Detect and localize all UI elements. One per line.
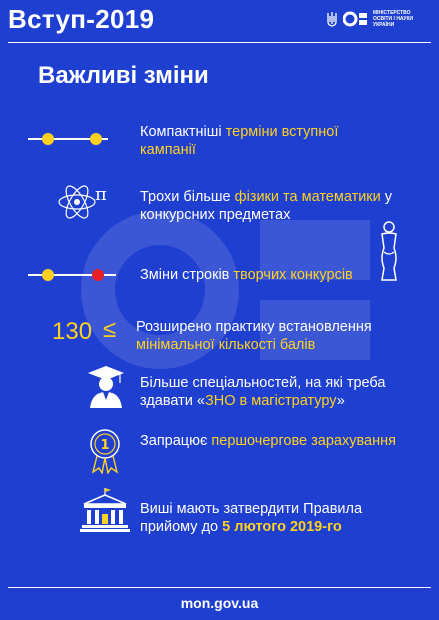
timeline-two-yellow-dots-icon [28,130,108,148]
minimum-score-number: 130 [52,318,93,345]
svg-text:1: 1 [100,438,110,453]
timeline-yellow-red-dots-icon [28,266,116,284]
ministry-logo [327,10,429,28]
less-or-equal-icon: ≤ [103,316,117,343]
change-item-3: Зміни строків творчих конкурсів [140,267,353,283]
graduate-icon [86,364,126,408]
footer-website-link[interactable]: mon.gov.ua [180,595,259,611]
change-item-6: Запрацює першочергове зарахування [140,433,396,449]
first-place-medal-icon [88,428,122,474]
atom-pi-icon [55,180,115,222]
section-heading: Важливі зміни [38,62,209,89]
change-item-5: Більше спеціальностей, на які треба здавати «ЗНО в магістратуру» [140,375,386,409]
change-item-7: Виші мають затвердити Правила прийому до 5 лютого 2019-го [140,501,363,535]
ministry-name: МІНІСТЕРСТВО ОСВІТИ І НАУКИ УКРАЇНИ [373,10,414,28]
university-building-icon [80,486,130,534]
change-item-4: Розширено практику встановлення мінімальної кількості балів [136,319,372,353]
header [0,0,439,40]
header-divider [8,42,431,43]
footer-divider [8,587,431,588]
svg-text:π: π [95,184,107,205]
page-title: Вступ-2019 [8,4,155,34]
change-item-2: Трохи більше фізики та математики у конкурсних предметах [140,189,393,223]
mon-logo-icon [343,11,369,27]
trident-icon [327,11,337,27]
change-item-1: Компактніші терміни вступної кампанії [140,124,339,158]
